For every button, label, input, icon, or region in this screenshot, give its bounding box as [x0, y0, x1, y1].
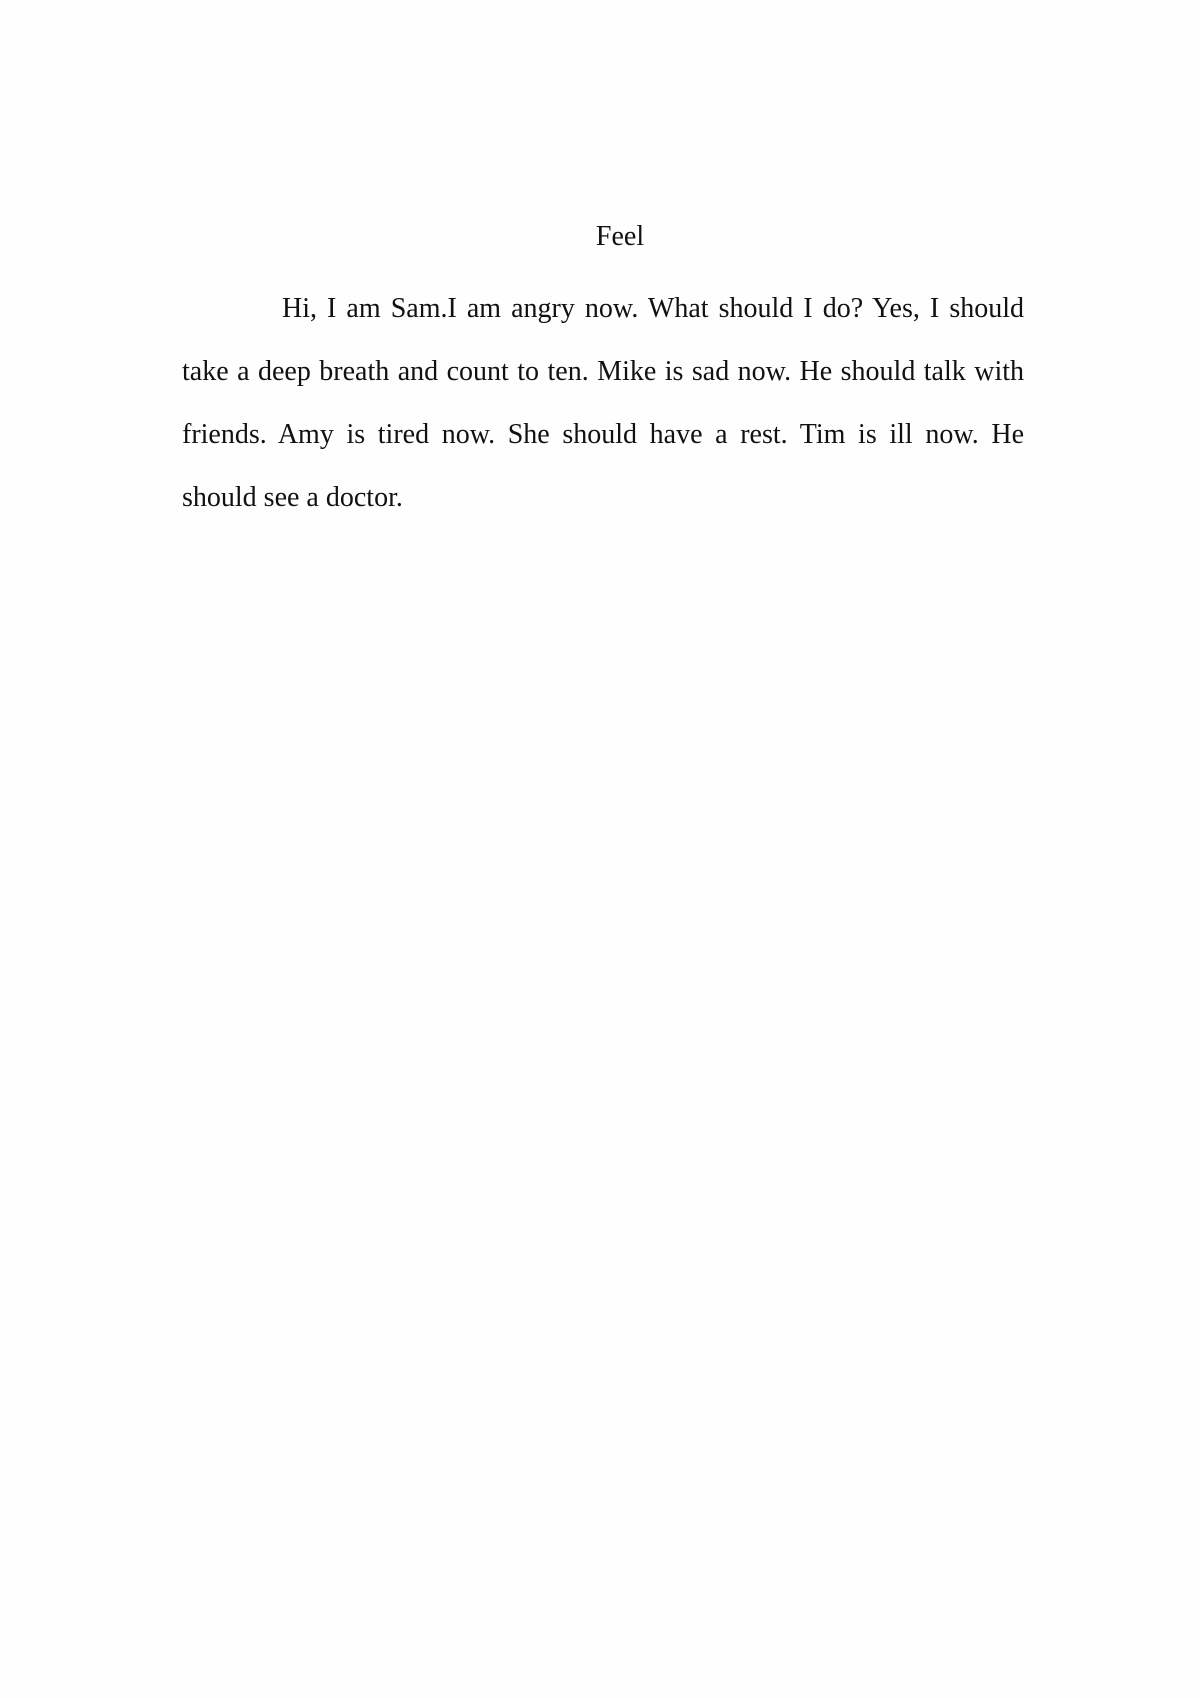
body-paragraph: Hi, I am Sam.I am angry now. What should I do? Yes, I should take a deep breath and count to ten. Mike is sad now. He should talk with friends. Amy is tired now. She should have a rest. Tim is ill now. He should see a doctor.: [182, 293, 1024, 513]
document-title: Feel: [595, 221, 645, 252]
